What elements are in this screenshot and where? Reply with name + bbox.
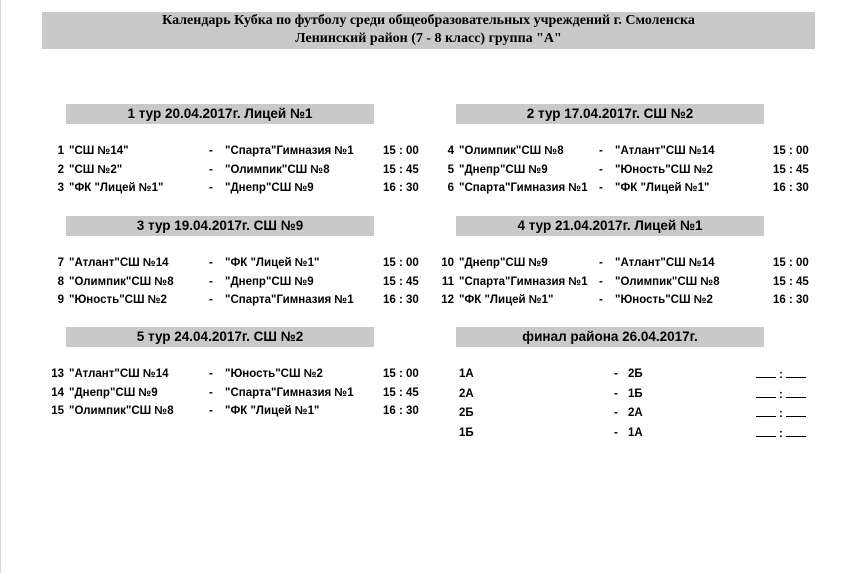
kickoff-time: 16 : 30 bbox=[383, 405, 419, 417]
away-team: "Юность"СШ №2 bbox=[615, 163, 713, 176]
kickoff-time: 15 : 00 bbox=[383, 368, 419, 380]
round-header: 3 тур 19.04.2017г. СШ №9 bbox=[66, 216, 374, 236]
final-away-slot: 1А bbox=[628, 426, 643, 439]
vs-dash: - bbox=[209, 405, 213, 417]
final-home-slot: 2А bbox=[459, 387, 474, 400]
round-section bbox=[434, 216, 834, 328]
score-separator: : bbox=[779, 388, 783, 401]
vs-dash: - bbox=[209, 386, 213, 399]
score-separator: : bbox=[779, 369, 783, 381]
match-number: 14 bbox=[51, 386, 64, 399]
away-team: "ФК "Лицей №1" bbox=[225, 257, 320, 269]
match-number: 7 bbox=[57, 257, 64, 269]
home-team: "СШ №14" bbox=[69, 145, 129, 157]
vs-dash: - bbox=[599, 163, 603, 176]
round-header: 2 тур 17.04.2017г. СШ №2 bbox=[456, 104, 764, 124]
match-number: 8 bbox=[57, 275, 64, 288]
score-blank bbox=[756, 404, 806, 423]
home-team: "ФК "Лицей №1" bbox=[69, 182, 164, 194]
vs-dash: - bbox=[614, 407, 618, 419]
home-team: "Днепр"СШ №9 bbox=[459, 163, 548, 176]
page-edge bbox=[0, 0, 1, 573]
home-team: "Олимпик"СШ №8 bbox=[459, 145, 564, 157]
vs-dash: - bbox=[614, 426, 618, 439]
kickoff-time: 16 : 30 bbox=[383, 182, 419, 194]
vs-dash: - bbox=[209, 163, 213, 176]
away-team: "Олимпик"СШ №8 bbox=[615, 275, 720, 288]
match-number: 1 bbox=[57, 145, 64, 157]
score-blank-home bbox=[756, 424, 776, 437]
score-blank-home bbox=[756, 404, 776, 417]
home-team: "Атлант"СШ №14 bbox=[69, 368, 169, 380]
home-team: "Спарта"Гимназия №1 bbox=[459, 275, 588, 288]
kickoff-time: 16 : 30 bbox=[773, 182, 809, 194]
away-team: "Юность"СШ №2 bbox=[615, 294, 713, 306]
away-team: "ФК "Лицей №1" bbox=[615, 182, 710, 194]
vs-dash: - bbox=[614, 387, 618, 400]
score-blank-away bbox=[786, 404, 806, 417]
match-number: 11 bbox=[441, 275, 454, 288]
match-number: 3 bbox=[57, 182, 64, 194]
vs-dash: - bbox=[614, 368, 618, 380]
match-number: 5 bbox=[447, 163, 454, 176]
home-team: "СШ №2" bbox=[69, 163, 123, 176]
vs-dash: - bbox=[599, 182, 603, 194]
score-separator: : bbox=[779, 427, 783, 440]
title-line-1: Календарь Кубка по футболу среди общеобразовательных учреждений г. Смоленска bbox=[162, 13, 695, 28]
document-title bbox=[42, 12, 815, 49]
away-team: "ФК "Лицей №1" bbox=[225, 405, 320, 417]
round-section bbox=[434, 104, 834, 216]
vs-dash: - bbox=[209, 182, 213, 194]
match-number: 9 bbox=[57, 294, 64, 306]
match-number: 10 bbox=[441, 257, 454, 269]
vs-dash: - bbox=[599, 275, 603, 288]
home-team: "Днепр"СШ №9 bbox=[69, 386, 158, 399]
home-team: "ФК "Лицей №1" bbox=[459, 294, 554, 306]
final-section bbox=[434, 327, 854, 439]
vs-dash: - bbox=[209, 368, 213, 380]
home-team: "Спарта"Гимназия №1 bbox=[459, 182, 588, 194]
match-number: 6 bbox=[447, 182, 454, 194]
vs-dash: - bbox=[209, 294, 213, 306]
round-header: 5 тур 24.04.2017г. СШ №2 bbox=[66, 327, 374, 347]
score-blank-home bbox=[756, 385, 776, 398]
away-team: "Атлант"СШ №14 bbox=[615, 145, 715, 157]
match-number: 13 bbox=[51, 368, 64, 380]
final-home-slot: 1Б bbox=[459, 426, 474, 439]
kickoff-time: 16 : 30 bbox=[773, 294, 809, 306]
kickoff-time: 15 : 45 bbox=[383, 275, 419, 288]
score-separator: : bbox=[779, 408, 783, 420]
round-section bbox=[44, 327, 444, 439]
final-away-slot: 2Б bbox=[628, 368, 643, 380]
match-number: 4 bbox=[447, 145, 454, 157]
kickoff-time: 15 : 45 bbox=[773, 163, 809, 176]
kickoff-time: 15 : 00 bbox=[773, 257, 809, 269]
kickoff-time: 15 : 00 bbox=[383, 145, 419, 157]
score-blank-away bbox=[786, 365, 806, 378]
vs-dash: - bbox=[599, 257, 603, 269]
match-number: 12 bbox=[441, 294, 454, 306]
home-team: "Олимпик"СШ №8 bbox=[69, 405, 174, 417]
away-team: "Спарта"Гимназия №1 bbox=[225, 294, 354, 306]
away-team: "Спарта"Гимназия №1 bbox=[225, 386, 354, 399]
score-blank-home bbox=[756, 365, 776, 378]
score-blank bbox=[756, 365, 806, 384]
score-blank-away bbox=[786, 385, 806, 398]
vs-dash: - bbox=[209, 145, 213, 157]
home-team: "Олимпик"СШ №8 bbox=[69, 275, 174, 288]
round-header: 4 тур 21.04.2017г. Лицей №1 bbox=[456, 216, 764, 236]
round-header: 1 тур 20.04.2017г. Лицей №1 bbox=[66, 104, 374, 124]
away-team: "Спарта"Гимназия №1 bbox=[225, 145, 354, 157]
home-team: "Атлант"СШ №14 bbox=[69, 257, 169, 269]
kickoff-time: 15 : 45 bbox=[383, 386, 419, 399]
match-number: 15 bbox=[51, 405, 64, 417]
away-team: "Атлант"СШ №14 bbox=[615, 257, 715, 269]
vs-dash: - bbox=[209, 257, 213, 269]
vs-dash: - bbox=[209, 275, 213, 288]
round-section bbox=[44, 216, 444, 328]
final-away-slot: 1Б bbox=[628, 387, 643, 400]
away-team: "Олимпик"СШ №8 bbox=[225, 163, 330, 176]
round-section bbox=[44, 104, 444, 216]
vs-dash: - bbox=[599, 294, 603, 306]
away-team: "Юность"СШ №2 bbox=[225, 368, 323, 380]
title-line-2: Ленинский район (7 - 8 класс) группа "А" bbox=[295, 31, 562, 46]
match-number: 2 bbox=[57, 163, 64, 176]
kickoff-time: 15 : 00 bbox=[773, 145, 809, 157]
kickoff-time: 16 : 30 bbox=[383, 294, 419, 306]
home-team: "Днепр"СШ №9 bbox=[459, 257, 548, 269]
away-team: "Днепр"СШ №9 bbox=[225, 182, 314, 194]
home-team: "Юность"СШ №2 bbox=[69, 294, 167, 306]
kickoff-time: 15 : 00 bbox=[383, 257, 419, 269]
score-blank bbox=[756, 385, 806, 404]
final-home-slot: 2Б bbox=[459, 407, 474, 419]
score-blank bbox=[756, 424, 806, 443]
final-header: финал района 26.04.2017г. bbox=[456, 327, 764, 347]
kickoff-time: 15 : 45 bbox=[773, 275, 809, 288]
kickoff-time: 15 : 45 bbox=[383, 163, 419, 176]
final-away-slot: 2А bbox=[628, 407, 643, 419]
score-blank-away bbox=[786, 424, 806, 437]
away-team: "Днепр"СШ №9 bbox=[225, 275, 314, 288]
vs-dash: - bbox=[599, 145, 603, 157]
final-home-slot: 1А bbox=[459, 368, 474, 380]
